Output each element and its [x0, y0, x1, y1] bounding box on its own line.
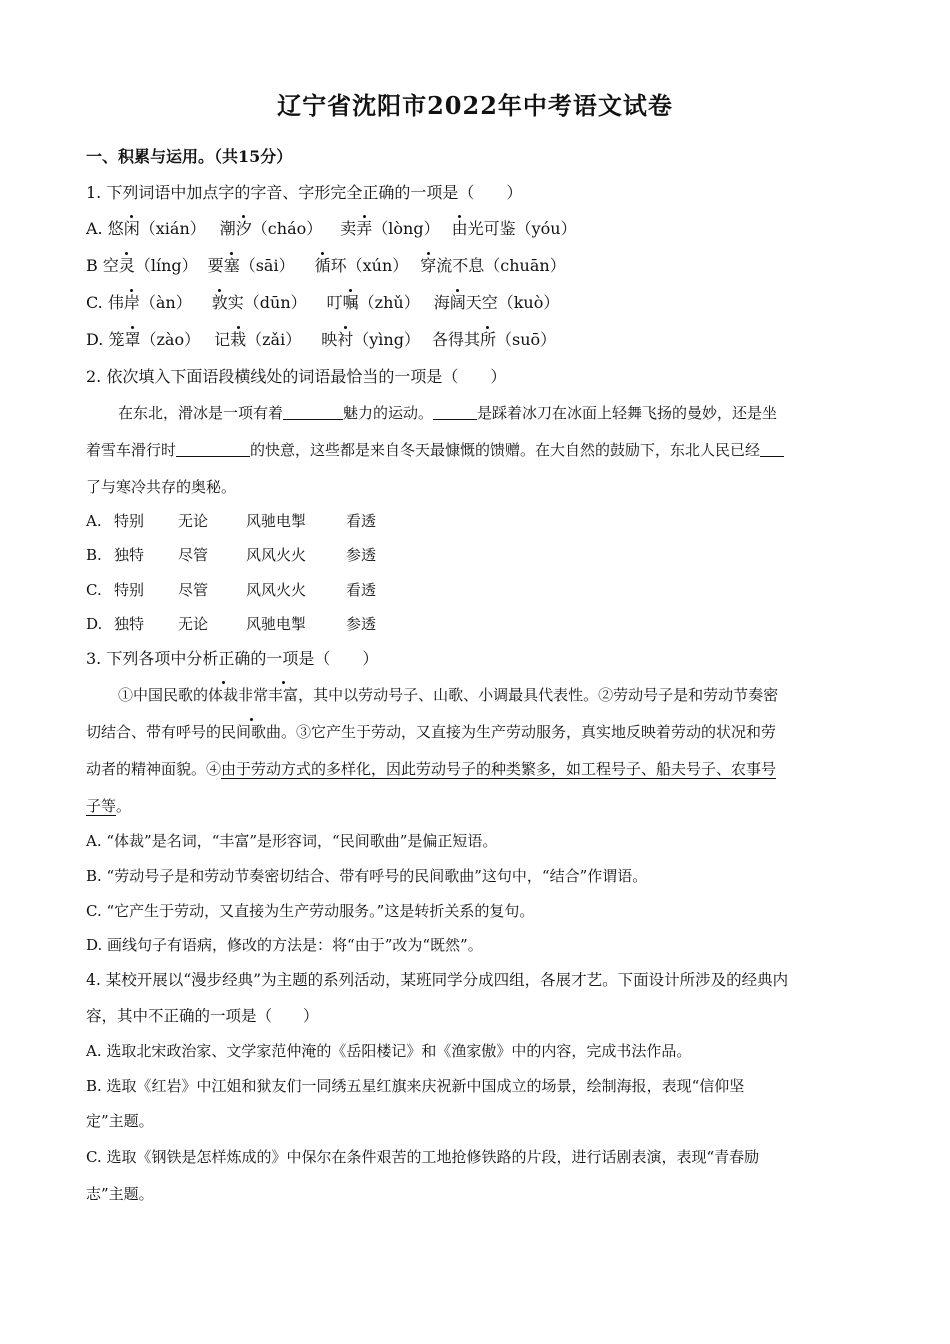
dotted-word: 丰富: [268, 686, 299, 704]
dotted-char: 弄: [356, 219, 373, 238]
q4-option-b-line-2: 定”主题。: [86, 1112, 154, 1130]
page-title: 辽宁省沈阳市2022年中考语文试卷: [277, 91, 673, 120]
q3-option-b: B. “劳动号子是和劳动节奏密切结合、带有呼号的民间歌曲”这句中，“结合”作谓语。: [86, 867, 648, 885]
q4-option-c-line-2: 志”主题。: [86, 1185, 154, 1203]
underlined-sentence: 由于劳动方式的多样化，因此劳动号子的种类繁多，如工程号子、船夫号子、农事号: [221, 760, 777, 778]
underlined-sentence-end: 子等: [86, 797, 117, 815]
dotted-char: 塞: [223, 256, 240, 275]
dotted-char: 栽: [230, 330, 247, 349]
dotted-char: 岸: [123, 293, 140, 312]
q3-stem: 3. 下列各项中分析正确的一项是（ ）: [86, 649, 379, 668]
q3-option-d: D. 画线句子有语病，修改的方法是：将“由于”改为“既然”。: [86, 936, 483, 954]
dotted-char: 所: [479, 330, 496, 349]
q2-option-a: A. 特别 无论 风驰电掣 看透: [86, 512, 377, 530]
dotted-char: 由: [451, 219, 468, 238]
dotted-char: 阔: [449, 293, 466, 312]
dotted-char: 汐: [235, 219, 252, 238]
q2-passage-line-1: 在东北，滑冰是一项有着 魅力的运动。 是踩着冰刀在冰面上轻舞飞扬的曼妙，还是坐: [118, 404, 778, 422]
q1-option-d: D. 笼罩（zào） 记栽（zǎi） 映衬（yìng） 各得其所（suō）: [86, 330, 557, 349]
q3-passage-line-2: 切结合、带有呼号的民间歌曲。③它产生于劳动，又直接为生产劳动服务，真实地反映着劳动的状况和劳: [86, 723, 777, 741]
section-heading: 一、积累与运用。（共15分）: [86, 147, 293, 166]
q3-passage-line-1: ①中国民歌的体裁非常丰富，其中以劳动号子、山歌、小调最具代表性。②劳动号子是和劳动节奏密: [118, 686, 779, 704]
q2-stem: 2. 依次填入下面语段横线处的词语最恰当的一项是（ ）: [86, 367, 507, 386]
q1-option-c: C. 伟岸（àn） 敦实（dūn） 叮嘱（zhǔ） 海阔天空（kuò）: [86, 293, 560, 312]
q2-passage-line-2: 着雪车滑行时 的快意，这些都是来自冬天最慷慨的馈赠。在大自然的鼓励下，东北人民已经: [86, 439, 784, 461]
q2-option-c: C. 特别 尽管 风风火火 看透: [86, 581, 377, 599]
dotted-word: 体裁: [208, 686, 239, 704]
q3-passage-line-3: 动者的精神面貌。④由于劳动方式的多样化，因此劳动号子的种类繁多，如工程号子、船夫号子、农事号: [86, 760, 777, 778]
q4-option-c-line-1: C. 选取《钢铁是怎样炼成的》中保尔在条件艰苦的工地抢修铁路的片段，进行话剧表演，表现“青春励: [86, 1148, 760, 1166]
q3-option-c: C. “它产生于劳动，又直接为生产劳动服务。”这是转折关系的复句。: [86, 902, 535, 920]
q4-stem-line-1: 4. 某校开展以“漫步经典”为主题的系列活动，某班同学分成四组，各展才艺。下面设计所涉及的经典内: [86, 971, 789, 989]
fill-blank: [283, 403, 343, 420]
fill-blank: [760, 440, 784, 457]
dotted-char: 穿: [420, 256, 437, 275]
dotted-char: 罩: [124, 330, 141, 349]
q2-option-b: B. 独特 尽管 风风火火 参透: [86, 546, 377, 564]
q2-passage-line-3: 了与寒冷共存的奥秘。: [86, 478, 237, 496]
dotted-word: 民间歌曲: [221, 723, 282, 741]
q2-option-d: D. 独特 无论 风驰电掣 参透: [86, 615, 377, 633]
dotted-char: 敦: [211, 293, 228, 312]
dotted-char: 闲: [123, 219, 140, 238]
q1-option-a: A. 悠闲（xián） 潮汐（cháo） 卖弄（lòng） 由光可鉴（yóu）: [86, 219, 577, 238]
dotted-char: 灵: [118, 256, 135, 275]
q3-passage-line-4: 子等。: [86, 797, 132, 815]
q4-option-a: A. 选取北宋政治家、文学家范仲淹的《岳阳楼记》和《渔家傲》中的内容，完成书法作品。: [86, 1042, 692, 1060]
q1-stem: 1. 下列词语中加点字的字音、字形完全正确的一项是（ ）: [86, 183, 523, 202]
dotted-char: 衬: [337, 330, 354, 349]
q1-option-b: B 空灵（líng） 要塞（sāi） 循环（xún） 穿流不息（chuān）: [86, 256, 566, 275]
fill-blank: [433, 403, 477, 420]
dotted-char: 嘱: [342, 293, 359, 312]
dotted-char: 循: [314, 256, 331, 275]
fill-blank: [176, 440, 250, 457]
q3-option-a: A. “体裁”是名词，“丰富”是形容词，“民间歌曲”是偏正短语。: [86, 832, 498, 850]
q4-stem-line-2: 容，其中不正确的一项是（ ）: [86, 1007, 319, 1025]
q4-option-b-line-1: B. 选取《红岩》中江姐和狱友们一同绣五星红旗来庆祝新中国成立的场景，绘制海报，表现“信仰坚: [86, 1077, 745, 1095]
